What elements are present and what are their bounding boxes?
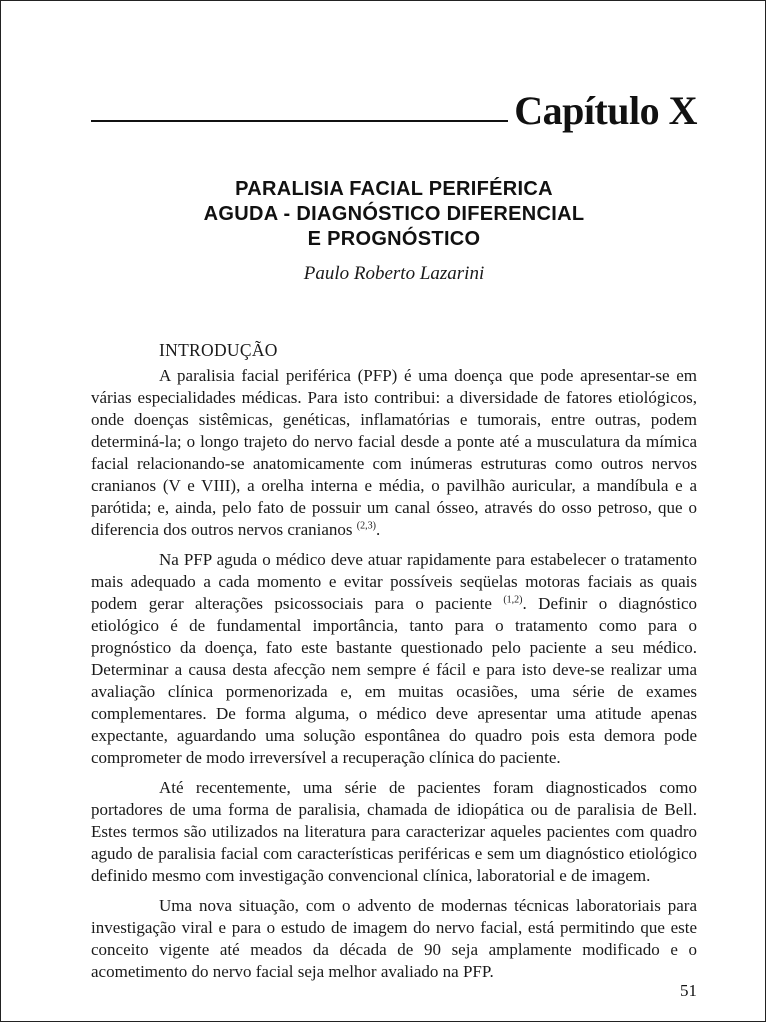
section-heading: INTRODUÇÃO (159, 340, 278, 360)
paragraph-text: Na PFP aguda o médico deve atuar rapidamente para estabelecer o tratamento mais adequado a cada momento e evitar possíveis seqüelas motoras faciais as quais podem gerar alterações psicossociais para o paciente (91, 550, 697, 613)
paragraph (91, 777, 697, 887)
chapter-header (91, 83, 697, 131)
paragraph-text: Até recentemente, uma série de pacientes foram diagnosticados como portadores de uma forma de paralisia, chamada de idiopática ou de paralisia de Bell. Estes termos são utilizados na literatura para caracterizar aqueles pacientes com quadro agudo de paralisia facial com características periféricas e sem um diagnóstico etiológico definido mesmo com investigação convencional clínica, laboratorial e de imagem. (91, 778, 697, 885)
chapter-label: Capítulo X (514, 88, 697, 133)
paragraph (91, 549, 697, 769)
chapter-title (91, 177, 697, 252)
chapter-body (91, 339, 697, 991)
paragraph (91, 365, 697, 541)
paragraph-text: . (375, 520, 381, 539)
paragraph (91, 895, 697, 983)
paragraph-text: . Definir o diagnóstico etiológico é de fundamental importância, tanto para o tratamento como para o prognóstico da doença, fato este bastante questionado pelo paciente a seu médico. Determinar a causa desta afecção nem sempre é fácil e para isto deve-se realizar uma avaliação clínica pormenorizada e, em muitas ocasiões, uma série de exames complementares. De forma alguma, o médico deve apresentar uma atitude apenas expectante, aguardando uma solução espontânea do quadro pois esta demora pode comprometer de modo irreversível a recuperação clínica do paciente. (91, 594, 698, 767)
author-name: Paulo Roberto Lazarini (303, 263, 485, 284)
title-line: E PROGNÓSTICO (307, 228, 481, 250)
chapter-rule (91, 120, 508, 122)
title-line: PARALISIA FACIAL PERIFÉRICA (235, 178, 553, 200)
page-number: 51 (680, 981, 697, 1000)
title-line: AGUDA - DIAGNÓSTICO DIFERENCIAL (203, 203, 585, 225)
citation: (2,3) (356, 520, 376, 532)
paragraph-text: A paralisia facial periférica (PFP) é uma doença que pode apresentar-se em várias especialidades médicas. Para isto contribui: a diversidade de fatores etiológicos, onde doenças sistêmicas, genéticas, inflamatórias e tumorais, entre outras, podem determiná-la; o longo trajeto do nervo facial desde a ponte até a musculatura da mímica facial relacionando-se anatomicamente com inúmeras estruturas como outros nervos cranianos (V e VIII), a orelha interna e média, o pavilhão auricular, a mandíbula e a parótida; e, ainda, pelo fato de possuir um canal ósseo, através do osso petroso, que o diferencia dos outros nervos cranianos (91, 366, 697, 539)
citation: (1,2) (503, 594, 523, 606)
paragraph-text: Uma nova situação, com o advento de modernas técnicas laboratoriais para investigação viral e para o estudo de imagem do nervo facial, está permitindo que este conceito vigente até meados da década de 90 seja amplamente modificado e o acometimento do nervo facial seja melhor avaliado na PFP. (91, 896, 697, 981)
